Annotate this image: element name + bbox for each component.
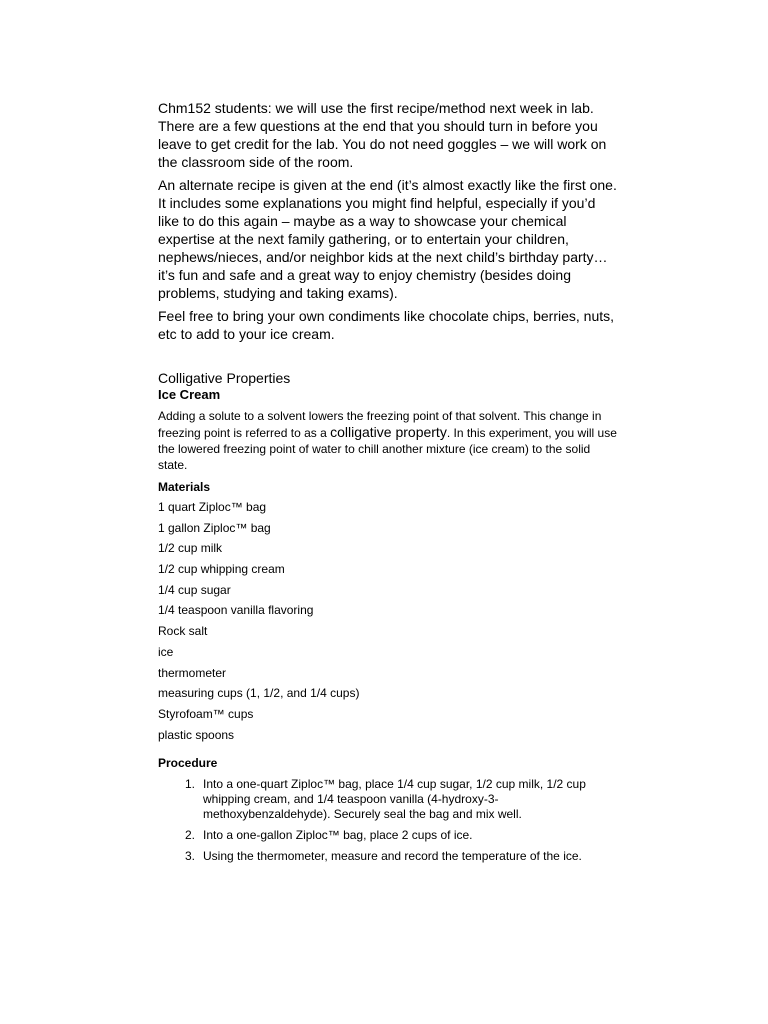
step-text: Into a one-quart Ziploc™ bag, place 1/4 cup sugar, 1/2 cup milk, 1/2 cup whipping cream, and 1/4 teaspoon vanilla (4-hydroxy-3-methoxybenzaldehyde). Securely seal the bag and mix well. [203,776,586,821]
material-item: measuring cups (1, 1/2, and 1/4 cups) [158,686,360,701]
step-number: 2. [184,827,195,842]
material-item: Styrofoam™ cups [158,706,254,721]
intro-section [158,99,618,343]
intro-paragraph: Chm152 students: we will use the first recipe/method next week in lab. There are a few questions at the end that you should turn in before you leave to get credit for the lab. You do not need goggles – we will work on the classroom side of the room. [158,100,607,170]
step-number: 3. [184,848,195,863]
description-text-before: Adding a solute to a solvent lowers the freezing point of that solvent. This change in freezing point is referred to as a [158,409,602,440]
material-item: plastic spoons [158,727,235,742]
procedure-step [158,828,618,843]
material-item: thermometer [158,665,227,680]
step-number: 1. [184,776,195,791]
document-page [158,99,618,870]
material-item: 1 quart Ziploc™ bag [158,500,267,514]
step-text: Using the thermometer, measure and record the temperature of the ice. [203,848,582,863]
procedure-step [158,777,618,822]
materials-list [158,499,618,743]
procedure-heading: Procedure [158,755,218,770]
material-item: 1 gallon Ziploc™ bag [158,520,271,535]
section-label: Colligative Properties [158,370,291,386]
material-item: 1/2 cup whipping cream [158,562,285,577]
procedure-steps [158,777,618,864]
intro-paragraph: An alternate recipe is given at the end (it’s almost exactly like the first one. It includes some explanations you might find helpful, especially if you’d like to do this again – maybe as a way to showcase your chemical expertise at the next family gathering, or to entertain your children, nephews/nieces, and/or neighbor kids at the next child’s birthday party…it’s fun and safe and a great way to enjoy chemistry (besides doing problems, studying and taking exams). [158,177,617,301]
material-item: 1/2 cup milk [158,541,223,556]
description-text-after: . In this experiment, you will use the lowered freezing point of water to chill another mixture (ice cream) to the solid state. [158,426,617,472]
description-emphasis: colligative property [330,424,447,440]
step-text: Into a one-gallon Ziploc™ bag, place 2 cups of ice. [203,827,473,842]
material-item: 1/4 cup sugar [158,582,231,597]
intro-paragraph: Feel free to bring your own condiments like chocolate chips, berries, nuts, etc to add to your ice cream. [158,308,615,342]
material-item: ice [158,644,174,659]
procedure-step [158,849,618,864]
document-title: Ice Cream [158,387,221,402]
materials-heading: Materials [158,480,211,494]
description-paragraph [158,408,618,473]
material-item: 1/4 teaspoon vanilla flavoring [158,603,314,618]
material-item: Rock salt [158,624,208,639]
